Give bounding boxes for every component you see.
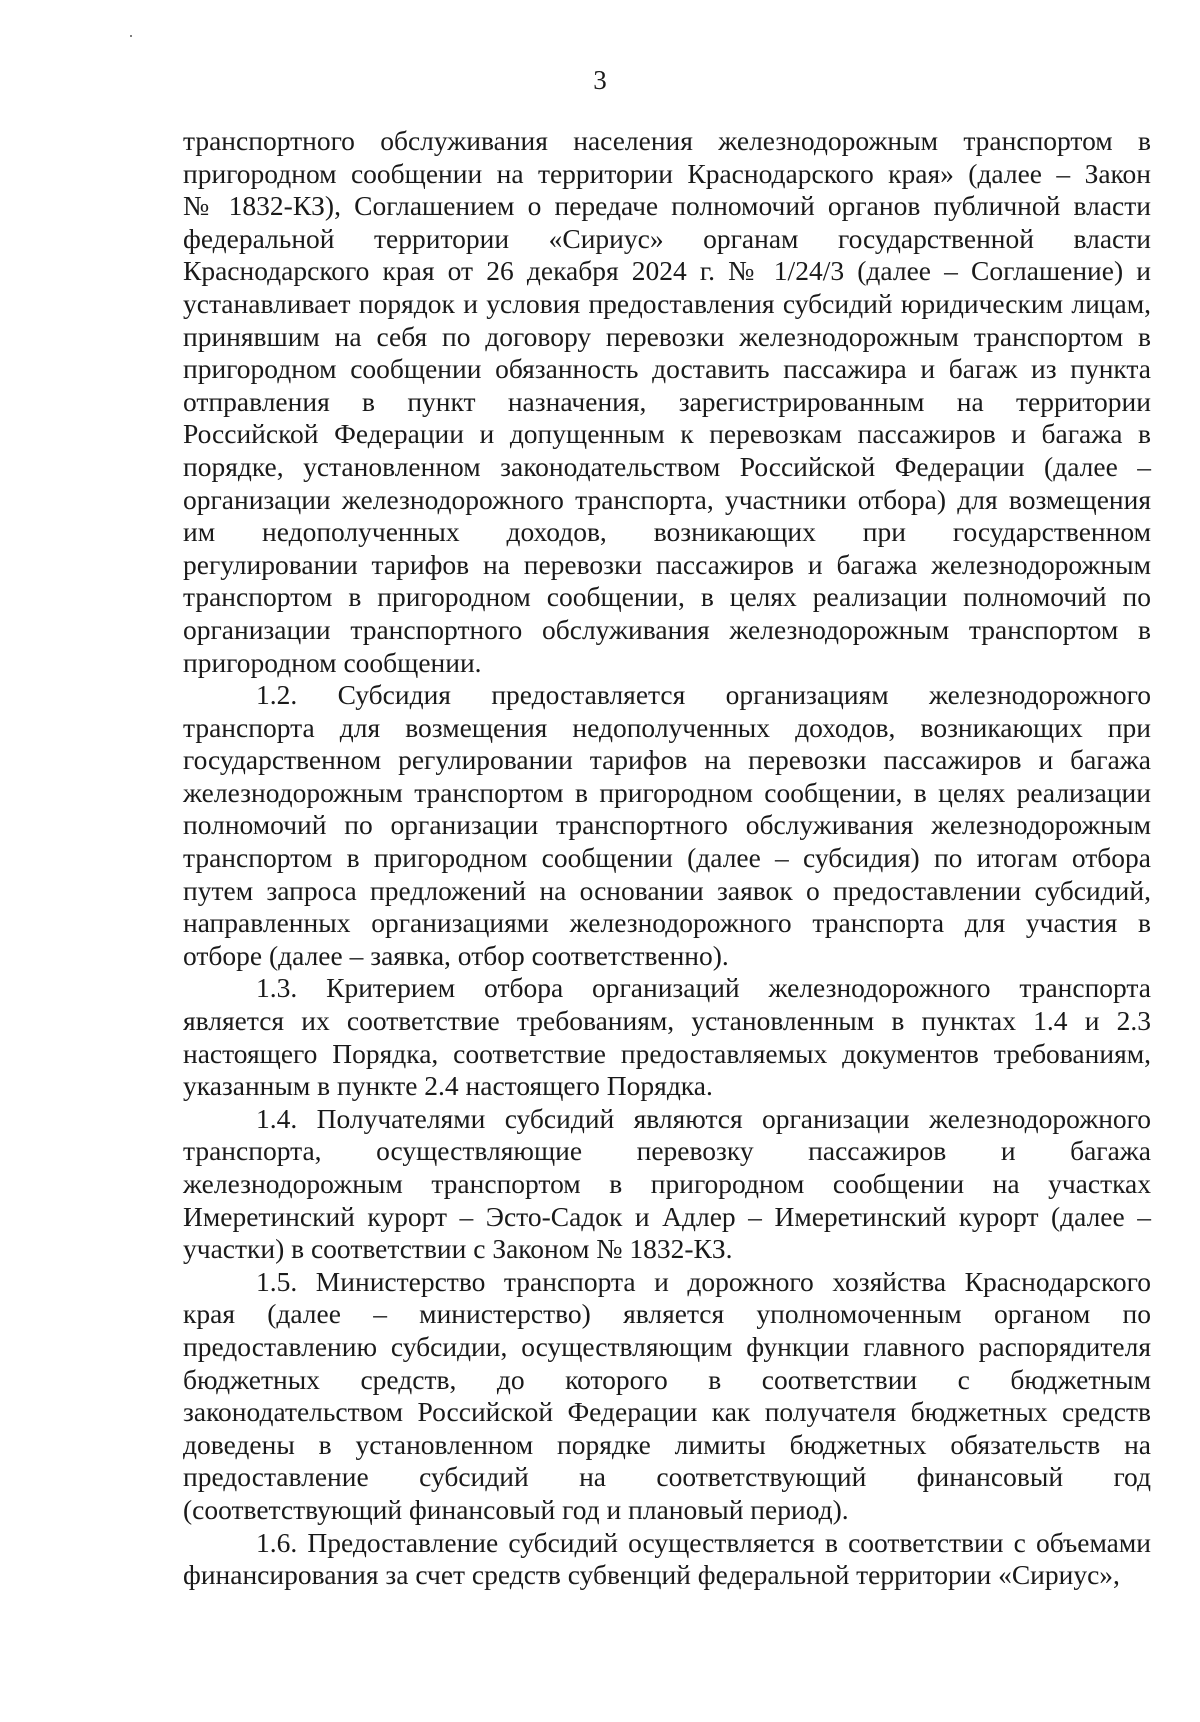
paragraph-p1-6: [183, 1527, 1151, 1592]
text-line: железнодорожным транспортом в пригородном сообщении, в целях реализации: [183, 776, 1151, 808]
text-line: направленных организациями железнодорожного транспорта для участия в: [183, 907, 1151, 939]
page-number: 3: [593, 65, 607, 95]
text-line: 1.2. Субсидия предоставляется организациям железнодорожного: [256, 679, 1151, 711]
scan-speck: [130, 35, 132, 37]
text-line: указанным в пункте 2.4 настоящего Порядка.: [183, 1070, 713, 1102]
text-line: участки) в соответствии с Законом № 1832-КЗ.: [183, 1233, 733, 1265]
text-line: пригородном сообщении обязанность доставить пассажира и багаж из пункта: [183, 353, 1151, 385]
text-line: Краснодарского края от 26 декабря 2024 г. № 1/24/3 (далее – Соглашение) и: [183, 255, 1151, 287]
text-line: организации транспортного обслуживания железнодорожным транспортом в: [183, 613, 1151, 645]
text-line: (соответствующий финансовый год и плановый период).: [183, 1493, 849, 1525]
text-line: транспорта, осуществляющие перевозку пассажиров и багажа: [183, 1135, 1151, 1167]
text-line: края (далее – министерство) является уполномоченным органом по: [183, 1298, 1151, 1330]
text-line: федеральной территории «Сириус» органам государственной власти: [183, 222, 1151, 254]
text-line: законодательством Российской Федерации как получателя бюджетных средств: [183, 1396, 1151, 1428]
text-line: принявшим на себя по договору перевозки железнодорожным транспортом в: [183, 320, 1151, 352]
text-line: предоставление субсидий на соответствующий финансовый год: [183, 1461, 1151, 1493]
text-line: № 1832-КЗ), Соглашением о передаче полномочий органов публичной власти: [183, 190, 1151, 222]
text-line: 1.4. Получателями субсидий являются организации железнодорожного: [256, 1102, 1151, 1134]
text-line: путем запроса предложений на основании заявок о предоставлении субсидий,: [183, 874, 1151, 906]
text-line: отборе (далее – заявка, отбор соответственно).: [183, 939, 729, 971]
text-line: отправления в пункт назначения, зарегистрированным на территории: [183, 385, 1151, 417]
paragraph-p1-4: [183, 1103, 1151, 1266]
text-line: предоставлению субсидии, осуществляющим функции главного распорядителя: [183, 1330, 1151, 1362]
text-line: настоящего Порядка, соответствие предоставляемых документов требованиям,: [183, 1037, 1151, 1069]
text-line: пригородном сообщении на территории Краснодарского края» (далее – Закон: [183, 157, 1151, 189]
text-line: финансирования за счет средств субвенций федеральной территории «Сириус»,: [183, 1559, 1120, 1591]
text-line: транспорта для возмещения недополученных доходов, возникающих при: [183, 711, 1151, 743]
text-line: транспортом в пригородном сообщении, в целях реализации полномочий по: [183, 581, 1151, 613]
text-line: им недополученных доходов, возникающих при государственном: [183, 516, 1151, 548]
text-line: бюджетных средств, до которого в соответствии с бюджетным: [183, 1363, 1151, 1395]
text-line: Российской Федерации и допущенным к перевозкам пассажиров и багажа в: [183, 418, 1151, 450]
paragraph-p1-cont: [183, 125, 1151, 679]
text-line: устанавливает порядок и условия предоставления субсидий юридическим лицам,: [183, 287, 1151, 319]
text-line: доведены в установленном порядке лимиты бюджетных обязательств на: [183, 1428, 1151, 1460]
text-line: государственном регулировании тарифов на перевозки пассажиров и багажа: [183, 744, 1151, 776]
text-line: пригородном сообщении.: [183, 646, 482, 678]
text-line: транспортом в пригородном сообщении (далее – субсидия) по итогам отбора: [183, 842, 1151, 874]
text-line: железнодорожным транспортом в пригородном сообщении на участках: [183, 1168, 1151, 1199]
text-line: полномочий по организации транспортного обслуживания железнодорожным: [183, 809, 1151, 841]
text-line: организации железнодорожного транспорта, участники отбора) для возмещения: [183, 483, 1151, 515]
paragraph-p1-5: [183, 1266, 1151, 1527]
text-line: регулировании тарифов на перевозки пассажиров и багажа железнодорожным: [183, 548, 1151, 580]
text-line: 1.5. Министерство транспорта и дорожного хозяйства Краснодарского: [256, 1265, 1151, 1297]
text-line: Имеретинский курорт – Эсто-Садок и Адлер – Имеретинский курорт (далее –: [183, 1200, 1151, 1232]
paragraph-p1-3: [183, 972, 1151, 1102]
body-text: [183, 125, 1151, 1592]
paragraph-p1-2: [183, 679, 1151, 972]
text-line: транспортного обслуживания населения железнодорожным транспортом в: [183, 125, 1151, 156]
text-line: 1.3. Критерием отбора организаций железнодорожного транспорта: [256, 972, 1151, 1004]
text-line: порядке, установленном законодательством Российской Федерации (далее –: [183, 450, 1151, 482]
text-line: 1.6. Предоставление субсидий осуществляется в соответствии с объемами: [256, 1526, 1151, 1558]
text-line: является их соответствие требованиям, установленным в пунктах 1.4 и 2.3: [183, 1005, 1151, 1037]
